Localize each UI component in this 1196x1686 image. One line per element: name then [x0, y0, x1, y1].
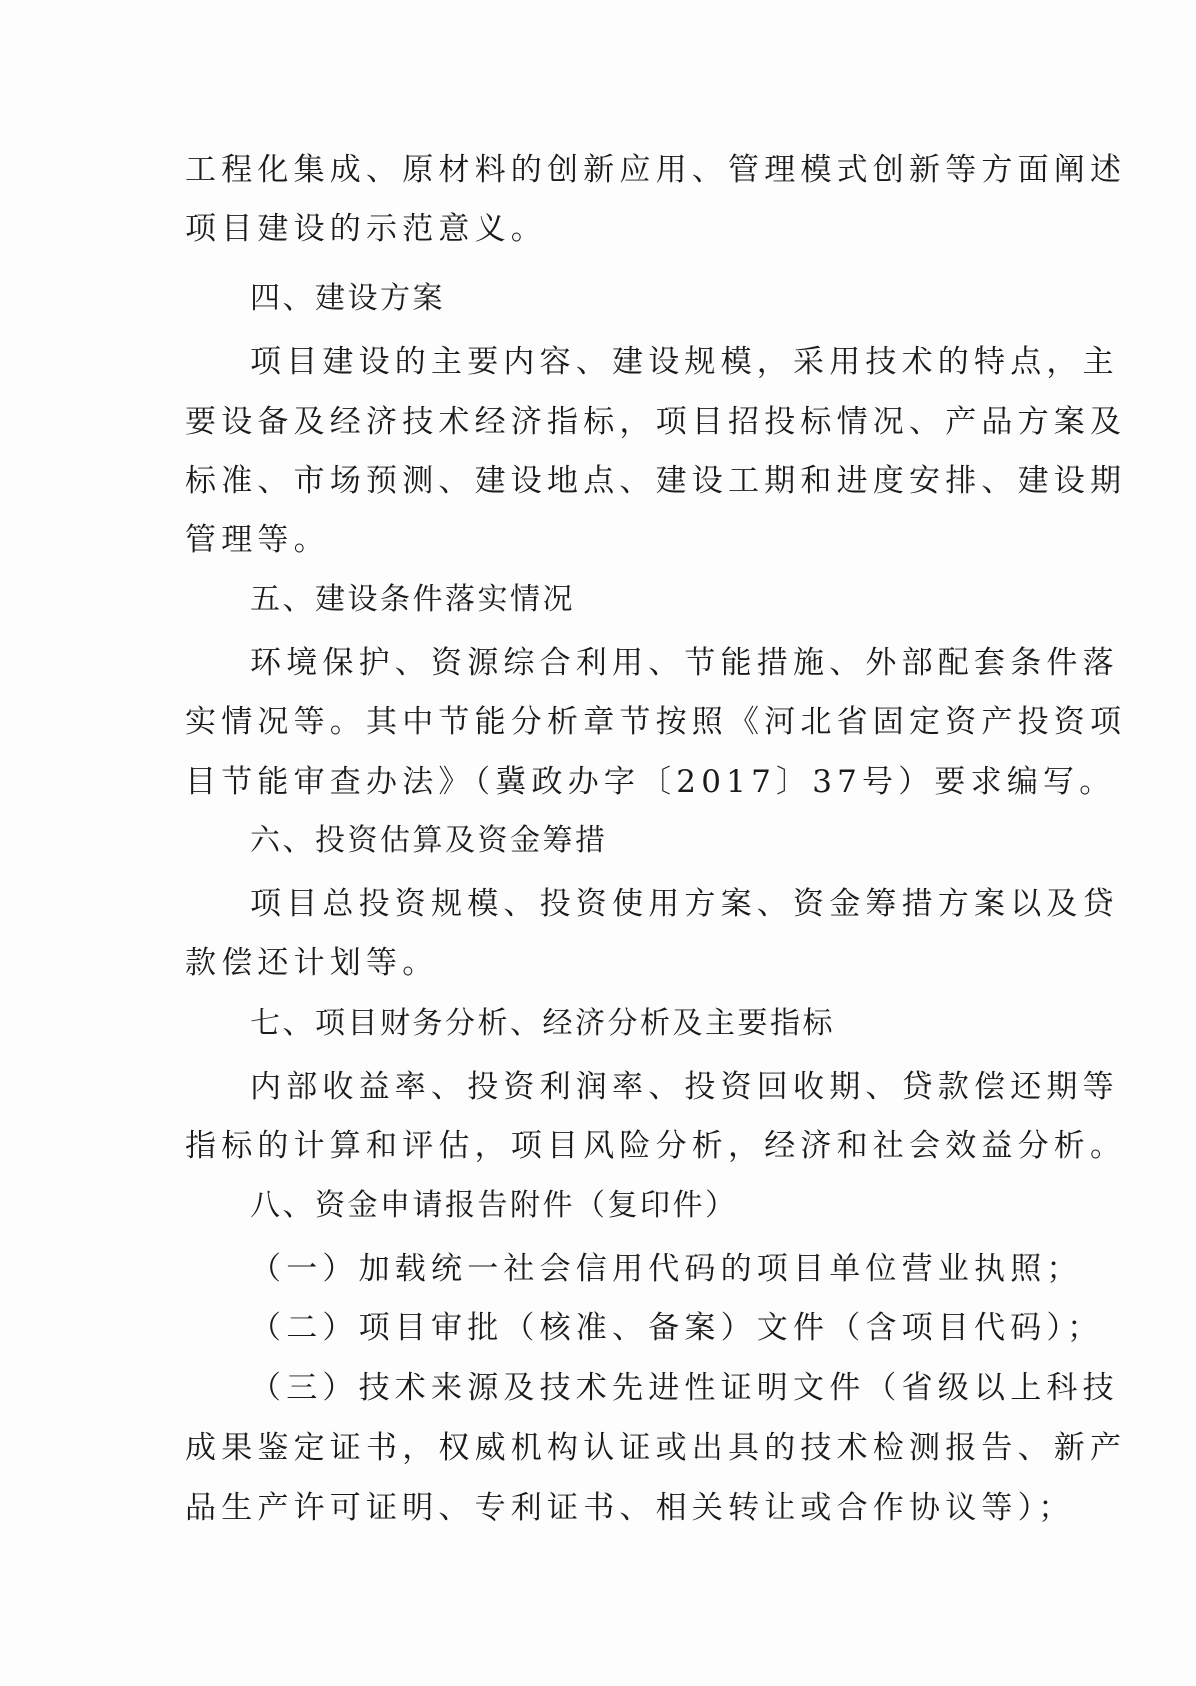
text-line: 目节能审查办法》（冀政办字〔2017〕37号）要求编写。 — [185, 764, 1116, 800]
text-line: （一）加载统一社会信用代码的项目单位营业执照； — [250, 1251, 1083, 1287]
section-heading: 五、建设条件落实情况 — [250, 582, 575, 617]
text-line: （二）项目审批（核准、备案）文件（含项目代码）； — [250, 1310, 1104, 1346]
text-line: （三）技术来源及技术先进性证明文件（省级以上科技 — [250, 1370, 1119, 1406]
text-line: 实情况等。其中节能分析章节按照《河北省固定资产投资项 — [185, 704, 1127, 740]
text-line: 标准、市场预测、建设地点、建设工期和进度安排、建设期 — [185, 463, 1127, 499]
section-heading: 八、资金申请报告附件（复印件） — [250, 1188, 738, 1223]
text-line: 成果鉴定证书，权威机构认证或出具的技术检测报告、新产 — [185, 1430, 1127, 1466]
text-line: 内部收益率、投资利润率、投资回收期、贷款偿还期等 — [250, 1069, 1119, 1105]
section-heading: 六、投资估算及资金筹措 — [250, 823, 608, 858]
section-heading: 四、建设方案 — [250, 281, 445, 316]
section-heading: 七、项目财务分析、经济分析及主要指标 — [250, 1006, 835, 1041]
text-line: 项目建设的示范意义。 — [185, 211, 547, 247]
text-line: 管理等。 — [185, 522, 330, 558]
text-line: 品生产许可证明、专利证书、相关转让或合作协议等）； — [185, 1490, 1075, 1526]
text-line: 环境保护、资源综合利用、节能措施、外部配套条件落 — [250, 645, 1119, 681]
text-line: 款偿还计划等。 — [185, 945, 439, 981]
text-line: 项目建设的主要内容、建设规模，采用技术的特点，主 — [250, 344, 1119, 380]
text-line: 工程化集成、原材料的创新应用、管理模式创新等方面阐述 — [185, 152, 1127, 188]
text-line: 指标的计算和评估，项目风险分析，经济和社会效益分析。 — [185, 1128, 1127, 1164]
text-line: 项目总投资规模、投资使用方案、资金筹措方案以及贷 — [250, 886, 1119, 922]
text-line: 要设备及经济技术经济指标，项目招投标情况、产品方案及 — [185, 404, 1127, 440]
